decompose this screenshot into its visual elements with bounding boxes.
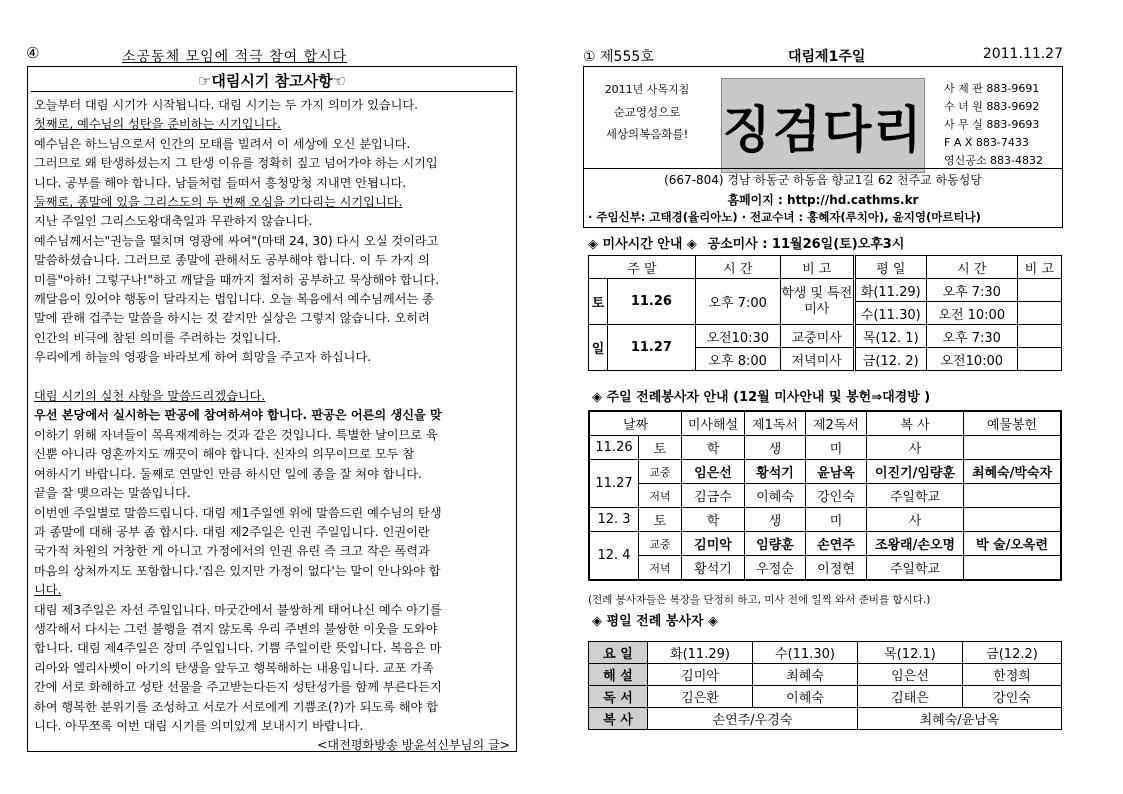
main-mass-label: 교중: [639, 532, 682, 556]
header-offering: 예물봉헌: [964, 411, 1062, 436]
masthead: [583, 66, 1063, 228]
reading1-name: 우정순: [745, 556, 806, 581]
header-note: 비 고: [1017, 256, 1061, 279]
article-line: 예수님은 하느님으로서 인간의 모태를 빌려서 이 세상에 오신 분입니다.: [34, 136, 411, 151]
article-line: 첫째로, 예수님의 성탄을 준비하는 시기입니다.: [34, 117, 281, 132]
sat-label: 토: [639, 508, 682, 532]
table-row: [589, 436, 1061, 460]
table-row: [589, 708, 1062, 730]
table-row: [589, 279, 1062, 302]
article-line: 오늘부터 대림 시기가 시작됩니다. 대림 시기는 두 가지 의미가 있습니다.: [34, 98, 419, 112]
comment-name: 김금수: [682, 484, 745, 508]
article-line: 여하시기 바랍니다. 둘째로 연말인 만큼 하시던 일에 종을 잘 쳐야 합니다.: [34, 466, 422, 481]
issue-date: 2011.11.27: [982, 46, 1063, 62]
reading2-name: 이정현: [806, 556, 867, 581]
header-reading2: 제2독서: [806, 411, 867, 436]
article-body: [34, 96, 510, 756]
article-line: 예수님께서는"권능을 떨치며 영광에 싸여"(마태 24, 30) 다시 오실 것이라고: [34, 233, 439, 248]
article-line: 말에 관해 겁주는 말씀을 하시는 것 같지만 실상은 그렇지 않습니다. 오히려: [34, 311, 430, 326]
day-cell: 화(11.29): [648, 642, 753, 664]
article-line: 신뿐 아니라 영혼까지도 깨끗이 해야 합니다. 신자의 의무이므로 모두 참: [34, 447, 415, 462]
altar-names: 주일학교: [867, 556, 964, 581]
table-row: [589, 508, 1061, 532]
sun-date: 12. 4: [589, 532, 639, 581]
article-line: 우리에게 하늘의 영광을 바라보게 하여 희망을 주고자 하십니다.: [34, 350, 372, 365]
sun-day: 일: [589, 325, 608, 371]
article-line: 니다. 공부를 해야 합니다. 남들처럼 들떠서 흥청망청 지내면 안됩니다.: [34, 175, 407, 190]
sat-note: 학생 및 특전미사: [780, 279, 854, 325]
day-cell: 금(12.2): [963, 642, 1062, 664]
article-line: 대림 시기의 실천 사항을 말씀드리겠습니다.: [34, 389, 266, 404]
weekday-service-title: ◈ 평일 전례 봉사자 ◈: [592, 614, 719, 629]
table-row: [589, 556, 1061, 581]
label-day: 요 일: [589, 642, 648, 664]
service-section-title: ◈ 주일 전례봉사자 안내 (12월 미사안내 및 봉헌⇒대경방 ): [592, 390, 931, 405]
sat-date: 11.26: [608, 279, 696, 325]
comment-name: 한정희: [963, 664, 1062, 686]
weekday-day: 목(12. 1): [854, 325, 926, 348]
weekday-note: [1017, 348, 1061, 371]
article-line: 니다.: [34, 583, 62, 598]
reading1-name: 이혜숙: [745, 484, 806, 508]
article-line: 리아와 엘리사벳이 아기의 탄생을 앞두고 행복해하는 내용입니다. 교포 가족: [34, 660, 434, 675]
student-cell: 학: [682, 436, 745, 460]
service-note: (전례 봉사자들은 복장을 단정히 하고, 미사 전에 일찍 와서 준비를 합시다.): [588, 594, 931, 606]
offering-names: [964, 484, 1062, 508]
article-line: 우선 본당에서 실시하는 판공에 참여하셔야 합니다. 판공은 어른의 생신을 맞: [34, 408, 442, 423]
mass-schedule-table: [588, 255, 1062, 371]
header-altar: 복 사: [867, 411, 964, 436]
label-altar: 복 사: [589, 708, 648, 730]
reading2-name: 윤남옥: [806, 460, 867, 484]
altar-names: 조왕래/손오명: [867, 532, 964, 556]
reading-name: 김태은: [858, 686, 963, 708]
left-page-header: [22, 44, 522, 66]
student-cell: 미: [806, 436, 867, 460]
offering-names: [964, 556, 1062, 581]
right-page-number: ①: [583, 49, 596, 65]
article-line: 둘째로, 종말에 있을 그리스도의 두 번째 오심을 기다리는 시기입니다.: [34, 195, 403, 210]
article-line: 마음의 상처까지도 포함합니다.'집은 있지만 가정이 없다'는 말이 안나와야 합: [34, 563, 441, 578]
article-line: 생각해서 다시는 그런 불행을 겪지 않도록 우리 주변의 불쌍한 이웃을 도와야: [34, 621, 438, 636]
altar-names: 주일학교: [867, 484, 964, 508]
pastor-info: · 주임신부: 고태경(율리아노) · 전교수녀 : 홍혜자(루치아), 윤지영(마르티나): [588, 210, 981, 224]
reading1-name: 황석기: [745, 460, 806, 484]
article-line: 과 종말에 대해 공부 좀 합시다. 대림 제2주일은 인권 주일입니다. 인권이란: [34, 524, 430, 539]
empty-cell: [964, 508, 1062, 532]
student-cell: 생: [745, 436, 806, 460]
article-line: 간에 서로 화해하고 성탄 선물을 주고받는다든지 성탄성가를 함께 부른다든지: [34, 680, 442, 695]
day-cell: 수(11.30): [753, 642, 858, 664]
mass-section-title: [588, 233, 904, 252]
table-row: [589, 532, 1061, 556]
weekday-time: 오전10:00: [926, 348, 1017, 371]
offering-names: 최혜숙/박숙자: [964, 460, 1062, 484]
altar-names: 최혜숙/윤남옥: [858, 708, 1062, 730]
pastoral-motto: [592, 79, 702, 167]
header-time: 시 간: [926, 256, 1017, 279]
label-reading: 독 서: [589, 686, 648, 708]
header-comment: 미사해설: [682, 411, 745, 436]
issue-label: 제555호: [600, 49, 654, 65]
sat-time: 오후 7:00: [695, 279, 780, 325]
article-line: 인간의 비극에 참된 의미를 주려하는 것입니다.: [34, 330, 281, 345]
article-line: 깨달음이 있어야 행동이 달라지는 법입니다. 오늘 복음에서 예수님께서는 종: [34, 292, 434, 307]
title-divider: [31, 91, 513, 92]
phone-convent: 수 녀 원 883-9692: [944, 100, 1040, 113]
reading-name: 이혜숙: [753, 686, 858, 708]
header-date: 날짜: [589, 411, 682, 436]
sun-date: 11.27: [589, 460, 639, 508]
evening-mass-label: 저녁: [639, 484, 682, 508]
comment-name: 김미악: [648, 664, 753, 686]
article-line: 하여 행복한 분위기를 조성하고 서로가 서로에게 기쁨조(?)가 되도록 해야 합: [34, 699, 439, 714]
evening-mass-label: 저녁: [639, 556, 682, 581]
sat-date: 12. 3: [589, 508, 639, 532]
empty-cell: [964, 436, 1062, 460]
masthead-divider: [584, 168, 1062, 169]
issue-number: [583, 46, 654, 66]
day-cell: 목(12.1): [858, 642, 963, 664]
left-page-number: ④: [26, 44, 40, 62]
comment-name: 임은선: [682, 460, 745, 484]
reading1-name: 임량훈: [745, 532, 806, 556]
right-page-header: [583, 44, 1063, 66]
altar-names: 이진기/임량훈: [867, 460, 964, 484]
header-weekend: 주 말: [589, 256, 696, 279]
table-row: [589, 686, 1062, 708]
sat-date: 11.26: [589, 436, 639, 460]
altar-names: 손연주/우경숙: [648, 708, 858, 730]
article-line: [34, 368, 510, 387]
sun-time-1: 오전10:30: [695, 325, 780, 348]
header-note: 비 고: [780, 256, 854, 279]
article-line: 니다. 아무쪼록 이번 대림 시기를 의미있게 보내시기 바랍니다.: [34, 718, 364, 733]
comment-name: 최혜숙: [753, 664, 858, 686]
weekday-time: 오전 10:00: [926, 302, 1017, 325]
weekday-note: [1017, 279, 1061, 302]
reading-name: 김은환: [648, 686, 753, 708]
sun-time-2: 오후 8:00: [695, 348, 780, 371]
comment-name: 황석기: [682, 556, 745, 581]
weekday-day: 금(12. 2): [854, 348, 926, 371]
article-box: [27, 66, 517, 752]
header-reading1: 제1독서: [745, 411, 806, 436]
article-line: 말씀하셨습니다. 그러므로 종말에 관해서도 공부해야 합니다. 이 두 가지 의: [34, 253, 430, 268]
article-line: 합니다. 대림 제4주일은 장미 주일입니다. 기쁨 주일이란 뜻입니다. 복음은 마: [34, 641, 442, 656]
table-row: [589, 460, 1061, 484]
student-cell: 학: [682, 508, 745, 532]
weekday-note: [1017, 325, 1061, 348]
comment-name: 김미악: [682, 532, 745, 556]
sun-note-2: 저녁미사: [780, 348, 854, 371]
comment-name: 임은선: [858, 664, 963, 686]
phone-mission: 영신공소 883-4832: [944, 154, 1043, 167]
header-weekday: 평 일: [854, 256, 926, 279]
sat-day: 토: [589, 279, 608, 325]
student-cell: 사: [867, 436, 964, 460]
weekday-day: 화(11.29): [854, 279, 926, 302]
logo-text: 징검다리: [722, 99, 924, 159]
article-line: 지난 주일인 그리스도왕대축일과 무관하지 않습니다.: [34, 214, 313, 229]
weekday-service-table: [588, 641, 1062, 730]
parish-address: (667-804) 경남 하동군 하동읍 향교1길 62 천주교 하동성당: [664, 173, 982, 187]
table-row: [589, 484, 1061, 508]
reading2-name: 강인숙: [806, 484, 867, 508]
table-row: [589, 325, 1062, 348]
article-line: 이번엔 주일별로 말씀드립니다. 대림 제1주일엔 위에 말씀드린 예수님의 탄생: [34, 505, 442, 520]
bulletin-logo: [721, 78, 925, 173]
homepage-link[interactable]: 홈페이지 : http://hd.cathms.kr: [727, 193, 919, 207]
table-row: [589, 642, 1062, 664]
article-signature: <대전평화방송 방윤석신부님의 글>: [317, 738, 510, 753]
week-name: 대림제1주일: [788, 49, 866, 65]
student-cell: 생: [745, 508, 806, 532]
motto-line-1: 순교영성으로: [613, 105, 681, 119]
mass-title: ◈ 미사시간 안내 ◈: [588, 237, 697, 252]
reading2-name: 손연주: [806, 532, 867, 556]
offering-names: 박 술/오옥련: [964, 532, 1062, 556]
table-row: [589, 664, 1062, 686]
phone-office: 사 무 실 883-9693: [944, 118, 1040, 131]
article-line: 대림 제3주일은 자선 주일입니다. 마굿간에서 불쌍하게 태어나신 예수 아기를: [34, 602, 442, 617]
student-cell: 사: [867, 508, 964, 532]
motto-title: 2011년 사목지침: [604, 83, 690, 96]
sun-note-1: 교중미사: [780, 325, 854, 348]
table-row: [589, 256, 1062, 279]
reading-name: 강인숙: [963, 686, 1062, 708]
weekday-day: 수(11.30): [854, 302, 926, 325]
weekday-note: [1017, 302, 1061, 325]
left-slogan: 소공동체 모임에 적극 참여 합시다: [122, 49, 348, 65]
article-line: 이하기 위해 자녀들이 목욕재계하는 것과 같은 것입니다. 특별한 날이므로 육: [34, 427, 438, 442]
weekday-time: 오후 7:30: [926, 325, 1017, 348]
student-cell: 미: [806, 508, 867, 532]
article-title: ☞대림시기 참고사항☜: [197, 72, 347, 90]
main-mass-label: 교중: [639, 460, 682, 484]
phone-fax: F A X 883-7433: [944, 136, 1029, 149]
table-row: [589, 411, 1061, 436]
phone-rectory: 사 제 관 883-9691: [944, 82, 1040, 95]
header-time: 시 간: [695, 256, 780, 279]
sunday-service-table: [588, 410, 1062, 581]
gongso-mass: 공소미사 : 11월26일(토)오후3시: [707, 237, 905, 252]
phone-list: [944, 80, 1043, 170]
article-line: 국가적 차원의 거창한 게 아니고 가정에서의 인권 유린 즉 크고 작은 폭력과: [34, 544, 430, 559]
sat-label: 토: [639, 436, 682, 460]
article-line: 끝을 잘 맺으라는 말씀입니다.: [34, 486, 191, 501]
sun-date: 11.27: [608, 325, 696, 371]
label-comment: 해 설: [589, 664, 648, 686]
motto-line-2: 세상의복음화를!: [605, 127, 689, 141]
weekday-time: 오후 7:30: [926, 279, 1017, 302]
article-line: 미를"아하! 그렇구나!"하고 깨달을 때까지 철저히 공부하고 묵상해야 합니다.: [34, 272, 440, 287]
article-line: 그러므로 왜 탄생하셨는지 그 탄생 이유를 정확히 짚고 넘어가야 하는 시기입: [34, 156, 438, 171]
